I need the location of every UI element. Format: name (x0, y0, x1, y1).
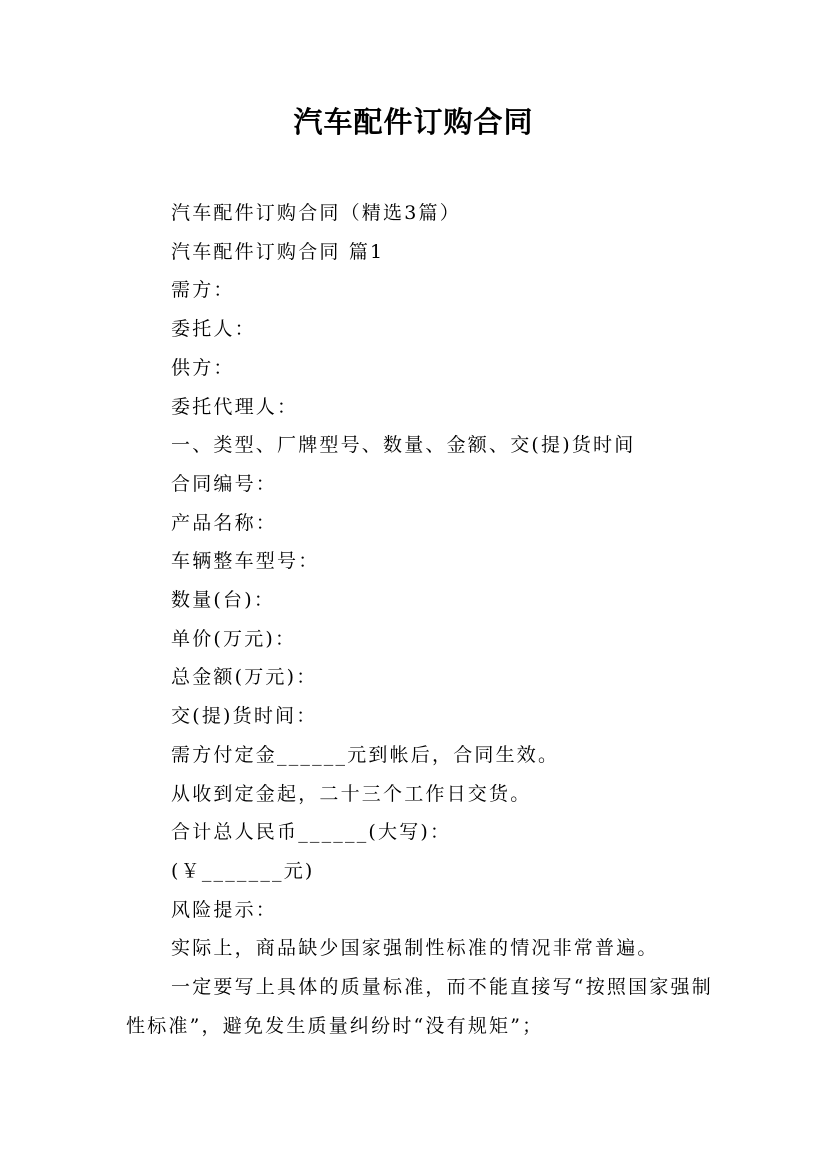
paragraph-risk-heading: 风险提示： (171, 898, 278, 921)
paragraph-delivery-time: 交(提)货时间： (171, 705, 318, 728)
paragraph-agent: 委托代理人： (171, 395, 299, 418)
paragraph-risk-note: 实际上，商品缺少国家强制性标准的情况非常普遍。 (171, 937, 659, 960)
paragraph-product-name: 产品名称： (171, 511, 278, 534)
paragraph-supplier: 供方： (171, 356, 235, 379)
paragraph-total-rmb: 合计总人民币______(大写)： (171, 821, 452, 844)
paragraph-contract-number: 合同编号： (171, 472, 278, 495)
paragraph-vehicle-model: 车辆整车型号： (171, 550, 320, 573)
paragraph-quality-standard: 一定要写上具体的质量标准，而不能直接写“按照国家强制性标准”，避免发生质量纠纷时“没有规矩”； (126, 976, 713, 1037)
paragraph-deposit: 需方付定金______元到帐后，合同生效。 (171, 743, 560, 766)
paragraph-part-heading: 汽车配件订购合同 篇1 (171, 240, 385, 263)
document-body (126, 194, 716, 1045)
paragraph-quantity: 数量(台)： (171, 589, 276, 612)
paragraph-buyer: 需方： (171, 279, 235, 302)
paragraph-rmb-amount: (￥_______元) (171, 859, 315, 882)
paragraph-unit-price: 单价(万元)： (171, 627, 297, 650)
document-title: 汽车配件订购合同 (293, 105, 534, 139)
paragraph-principal: 委托人： (171, 318, 256, 341)
paragraph-delivery-terms: 从收到定金起，二十三个工作日交货。 (171, 782, 532, 805)
paragraph-section-one: 一、类型、厂牌型号、数量、金额、交(提)货时间 (171, 434, 636, 457)
paragraph-collection-heading: 汽车配件订购合同（精选3篇） (171, 202, 461, 224)
paragraph-total-amount: 总金额(万元)： (171, 666, 318, 689)
